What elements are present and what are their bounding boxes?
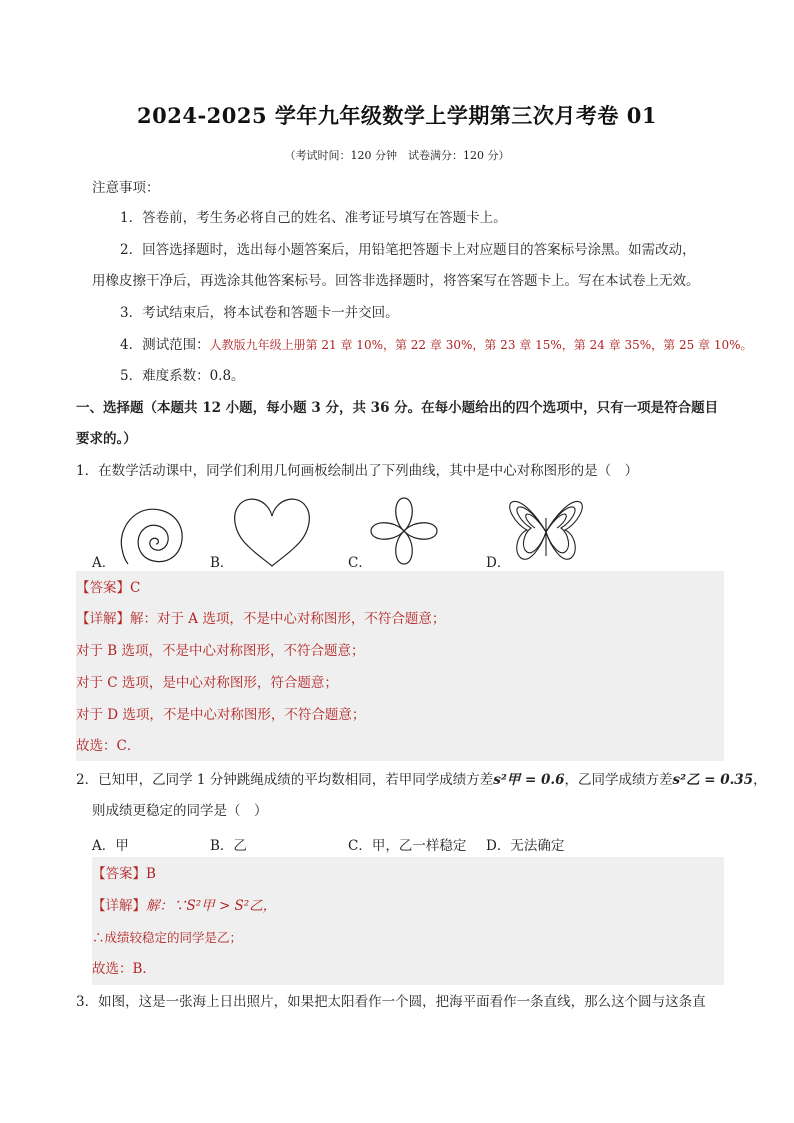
section-1-heading-b: 要求的。） <box>76 431 137 447</box>
q1-answer-value: C <box>130 580 141 596</box>
exam-title: 2024-2025 学年九年级数学上学期第三次月考卷 01 <box>137 103 657 128</box>
q1-detail-4: 对于 D 选项，不是中心对称图形，不符合题意； <box>76 707 366 723</box>
q2-answer <box>92 864 156 884</box>
notice-item-3: 3．考试结束后，将本试卷和答题卡一并交回。 <box>120 305 399 321</box>
four-leaf-icon <box>368 496 440 566</box>
notice-item-4-label: 4．测试范围： <box>120 337 210 353</box>
q2-stem-end: ， <box>753 772 767 788</box>
q2-stem-text: 2．已知甲，乙同学 1 分钟跳绳成绩的平均数相同，若甲同学成绩方差 <box>76 772 494 788</box>
q1-answer-panel <box>76 571 724 761</box>
q2-option-d: D．无法确定 <box>486 838 565 854</box>
q1-detail-5: 故选：C． <box>76 738 141 754</box>
q2-detail-2: ∴成绩较稳定的同学是乙； <box>92 930 243 945</box>
q2-stem-a <box>76 770 767 790</box>
notice-item-5: 5．难度系数：0.8。 <box>120 368 245 384</box>
q2-stem-mid: ，乙同学成绩方差 <box>564 772 673 788</box>
q2-answer-label: 【答案】 <box>92 866 146 882</box>
notice-heading: 注意事项： <box>92 180 160 196</box>
butterfly-icon <box>507 494 585 568</box>
q1-answer-label: 【答案】 <box>76 580 130 596</box>
q2-detail-label: 【详解】 <box>92 898 146 914</box>
q1-detail-text-1: 解：对于 A 选项，不是中心对称图形，不符合题意； <box>130 611 446 627</box>
q1-option-c: C． <box>348 555 372 571</box>
q2-detail-3: 故选：B． <box>92 961 156 977</box>
notice-item-2b: 用橡皮擦干净后，再选涂其他答案标号。回答非选择题时，将答案写在答题卡上。写在本试卷上无效。 <box>92 273 700 289</box>
q1-detail-1 <box>76 609 445 629</box>
q1-detail-label: 【详解】 <box>76 611 130 627</box>
q2-detail-1 <box>92 896 276 916</box>
q2-option-c: C．甲，乙一样稳定 <box>348 838 467 854</box>
q2-option-a: A．甲 <box>92 838 129 854</box>
notice-item-4 <box>120 335 753 355</box>
q1-option-b: B． <box>210 555 234 571</box>
q1-detail-3: 对于 C 选项，是中心对称图形，符合题意； <box>76 675 338 691</box>
section-1-heading-a: 一、选择题（本题共 12 小题，每小题 3 分，共 36 分。在每小题给出的四个选项中，只有一项是符合题目 <box>76 400 719 416</box>
q2-answer-panel <box>92 857 724 985</box>
q1-answer <box>76 578 140 598</box>
q2-stem-b: 则成绩更稳定的同学是（ ） <box>92 803 268 819</box>
q2-variance-yi: s²乙 = 0.35 <box>672 772 754 788</box>
q2-detail-text-1: 解：∵S²甲 > S²乙， <box>146 898 277 914</box>
q2-variance-jia: s²甲 = 0.6 <box>493 772 565 788</box>
q1-option-d: D． <box>486 555 511 571</box>
exam-subtitle: （考试时间：120 分钟 试卷满分：120 分） <box>284 149 510 162</box>
q2-option-b: B．乙 <box>210 838 247 854</box>
notice-item-1: 1．答卷前，考生务必将自己的姓名、准考证号填写在答题卡上。 <box>120 210 507 226</box>
q1-stem: 1．在数学活动课中，同学们利用几何画板绘制出了下列曲线，其中是中心对称图形的是（ ） <box>76 463 639 479</box>
notice-item-4-scope: 人教版九年级上册第 21 章 10%，第 22 章 30%，第 23 章 15%，第 24 章 35%，第 25 章 10%。 <box>209 338 753 352</box>
notice-item-2a: 2．回答选择题时，选出每小题答案后，用铅笔把答题卡上对应题目的答案标号涂黑。如需改动， <box>120 242 696 258</box>
q1-detail-2: 对于 B 选项，不是中心对称图形，不符合题意； <box>76 643 365 659</box>
heart-icon <box>232 494 312 568</box>
q3-stem: 3．如图，这是一张海上日出照片，如果把太阳看作一个圆，把海平面看作一条直线，那么这个圆与这条直 <box>76 994 706 1010</box>
spiral-icon <box>112 497 196 567</box>
q2-answer-value: B <box>146 866 156 882</box>
q1-option-a: A． <box>92 555 116 571</box>
